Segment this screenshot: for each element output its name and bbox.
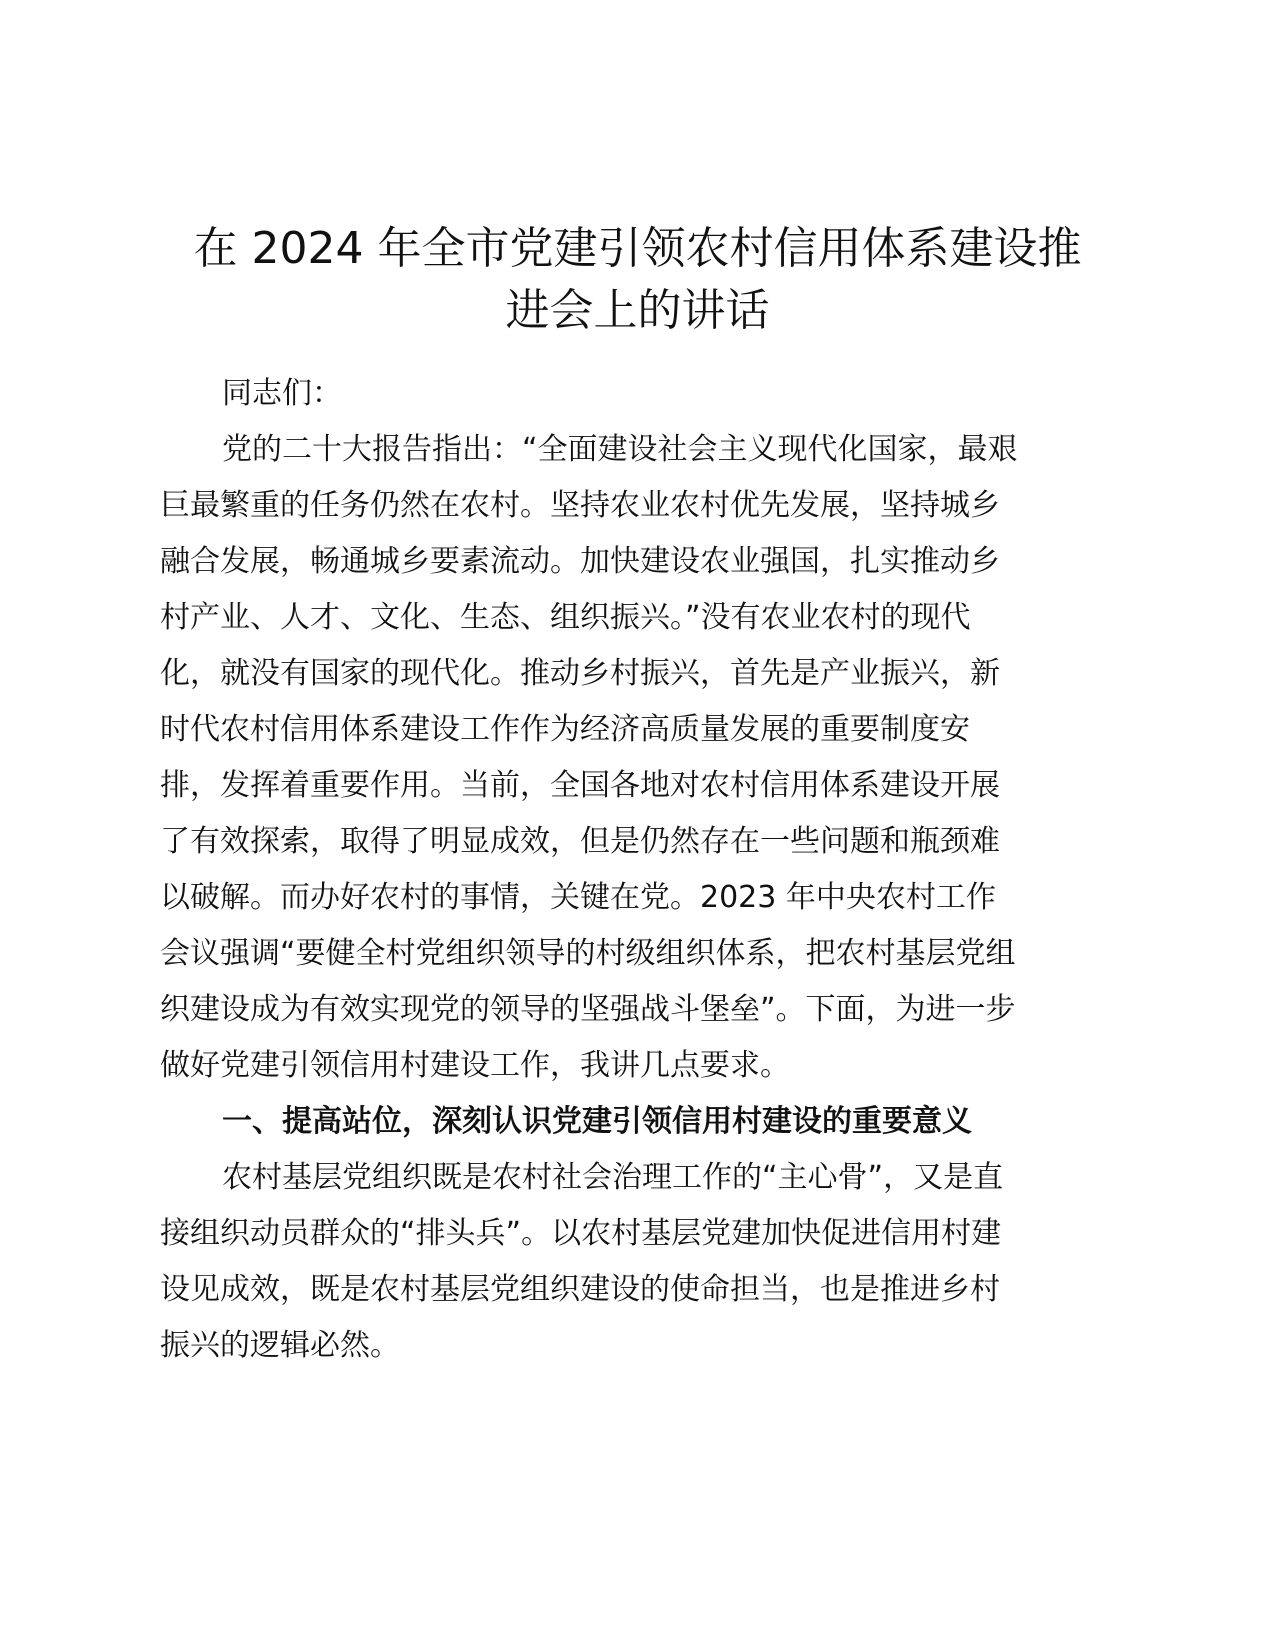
paragraph-line: 排，发挥着重要作用。当前，全国各地对农村信用体系建设开展 — [160, 768, 1000, 803]
paragraph-line: 巨最繁重的任务仍然在农村。坚持农业农村优先发展，坚持城乡 — [160, 488, 1000, 523]
paragraph-line: 村产业、人才、文化、生态、组织振兴。”没有农业农村的现代 — [160, 600, 971, 635]
paragraph-line: 以破解。而办好农村的事情，关键在党。2023 年中央农村工作 — [160, 880, 996, 915]
paragraph-line: 党的二十大报告指出：“全面建设社会主义现代化国家，最艰 — [222, 432, 1018, 467]
paragraph-section1 — [160, 1150, 1115, 1374]
title-line: 在 2024 年全市党建引领农村信用体系建设推 — [193, 223, 1082, 274]
paragraph-line: 设见成效，既是农村基层党组织建设的使命担当，也是推进乡村 — [160, 1272, 1000, 1307]
paragraph-line: 化，就没有国家的现代化。推动乡村振兴，首先是产业振兴，新 — [160, 656, 1000, 691]
greeting: 同志们： — [222, 376, 342, 411]
paragraph-intro — [160, 422, 1115, 1094]
paragraph-line: 融合发展，畅通城乡要素流动。加快建设农业强国，扎实推动乡 — [160, 544, 1000, 579]
section-heading: 一、提高站位，深刻认识党建引领信用村建设的重要意义 — [222, 1104, 972, 1139]
paragraph-line: 了有效探索，取得了明显成效，但是仍然存在一些问题和瓶颈难 — [160, 824, 1000, 859]
document-body — [160, 366, 1115, 1374]
document-title — [160, 218, 1115, 342]
paragraph-line: 接组织动员群众的“排头兵”。以农村基层党建加快促进信用村建 — [160, 1216, 1002, 1251]
paragraph-line: 做好党建引领信用村建设工作，我讲几点要求。 — [160, 1048, 790, 1083]
paragraph-line: 农村基层党组织既是农村社会治理工作的“主心骨”，又是直 — [222, 1160, 1004, 1195]
paragraph-line: 时代农村信用体系建设工作作为经济高质量发展的重要制度安 — [160, 712, 970, 747]
paragraph-line: 会议强调“要健全村党组织领导的村级组织体系，把农村基层党组 — [160, 936, 1016, 971]
title-line: 进会上的讲话 — [505, 285, 770, 336]
paragraph-line: 织建设成为有效实现党的领导的坚强战斗堡垒”。下面，为进一步 — [160, 992, 1016, 1027]
paragraph-line: 振兴的逻辑必然。 — [160, 1328, 400, 1363]
